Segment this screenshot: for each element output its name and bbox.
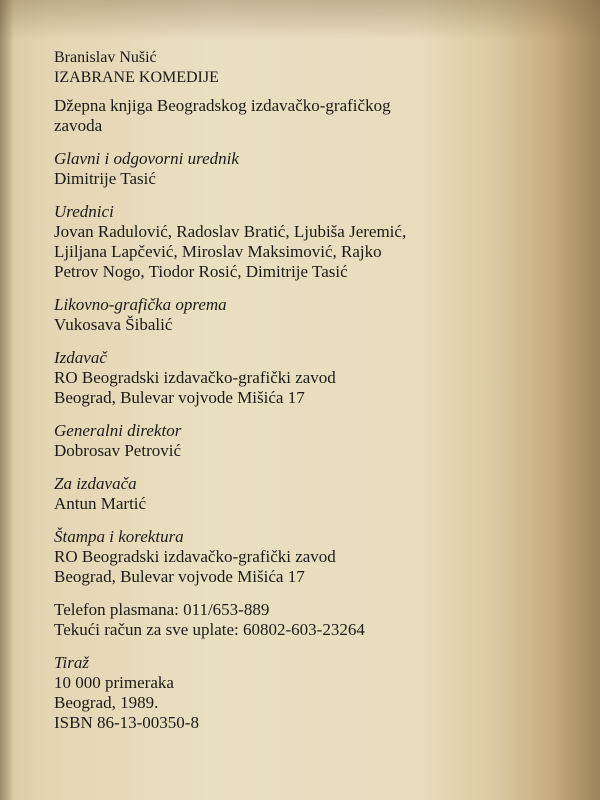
colophon [54, 48, 554, 733]
isbn: ISBN 86-13-00350-8 [54, 713, 199, 732]
publisher-line: RO Beogradski izdavačko-grafički zavod [54, 368, 336, 387]
author: Branislav Nušić [54, 49, 157, 66]
print-run-block [54, 653, 554, 733]
printing-line: RO Beogradski izdavačko-grafički zavod [54, 547, 336, 566]
editors-line: Petrov Nogo, Tiodor Rosić, Dimitrije Tasić [54, 262, 348, 281]
printing-block [54, 527, 554, 587]
editor-in-chief-block [54, 149, 554, 189]
contact-block [54, 600, 554, 640]
for-publisher: Antun Martić [54, 494, 147, 513]
editors-line: Jovan Radulović, Radoslav Bratić, Ljubiša Jeremić, [54, 222, 407, 241]
print-run-line: 10 000 primeraka [54, 673, 174, 692]
for-publisher-block [54, 474, 554, 514]
book-title: IZABRANE KOMEDIJE [54, 69, 219, 86]
series-line: Džepna knjiga Beogradskog izdavačko-grafičkog [54, 96, 391, 115]
editor-in-chief: Dimitrije Tasić [54, 169, 156, 188]
page-left-shadow [0, 0, 14, 800]
page-top-shadow [0, 0, 600, 40]
series-block [54, 96, 554, 136]
print-run-line: Beograd, 1989. [54, 693, 159, 712]
design-block [54, 295, 554, 335]
bank-account: Tekući račun za sve uplate: 60802-603-23264 [54, 620, 365, 639]
editors-block [54, 202, 554, 282]
publisher-label: Izdavač [54, 348, 107, 367]
director: Dobrosav Petrović [54, 441, 182, 460]
editor-in-chief-label: Glavni i odgovorni urednik [54, 149, 239, 168]
printing-line: Beograd, Bulevar vojvode Mišića 17 [54, 567, 305, 586]
publisher-line: Beograd, Bulevar vojvode Mišića 17 [54, 388, 305, 407]
editors-label: Urednici [54, 202, 114, 221]
author-block [54, 48, 554, 88]
editors-line: Ljiljana Lapčević, Miroslav Maksimović, Rajko [54, 242, 382, 261]
director-label: Generalni direktor [54, 421, 182, 440]
publisher-block [54, 348, 554, 408]
director-block [54, 421, 554, 461]
print-run-label: Tiraž [54, 653, 89, 672]
for-publisher-label: Za izdavača [54, 474, 137, 493]
design-label: Likovno-grafička oprema [54, 295, 227, 314]
designer: Vukosava Šibalić [54, 315, 173, 334]
series-line: zavoda [54, 116, 103, 135]
phone: Telefon plasmana: 011/653-889 [54, 600, 270, 619]
printing-label: Štampa i korektura [54, 527, 184, 546]
